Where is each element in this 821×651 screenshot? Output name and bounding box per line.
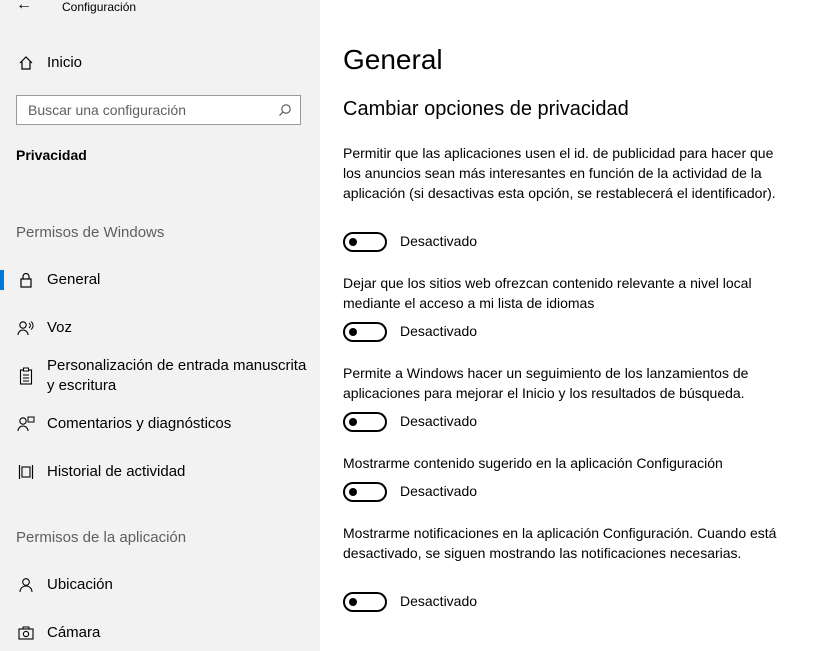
sidebar xyxy=(0,0,320,651)
camera-icon xyxy=(17,624,35,642)
toggle-state-label: Desactivado xyxy=(400,593,478,609)
toggle-knob xyxy=(349,238,357,246)
toggle-knob xyxy=(349,598,357,606)
app-title: Configuración xyxy=(62,0,137,14)
toggle-state-label: Desactivado xyxy=(400,413,478,429)
toggle-knob xyxy=(349,418,357,426)
speech-icon xyxy=(17,319,35,337)
lock-icon xyxy=(17,271,35,289)
home-icon xyxy=(17,54,35,72)
page-title: General xyxy=(343,44,443,75)
sidebar-item-general[interactable] xyxy=(0,270,320,290)
sidebar-item-activity-history[interactable] xyxy=(0,462,320,482)
timeline-icon xyxy=(17,463,35,481)
feedback-person-icon xyxy=(17,415,35,433)
advertising-id-toggle[interactable] xyxy=(343,232,387,252)
settings-notifications-toggle[interactable] xyxy=(343,592,387,612)
setting-description: Dejar que los sitios web ofrezcan contenido relevante a nivel local mediante el acceso a mi lista de idiomas xyxy=(343,275,752,311)
category-heading: Privacidad xyxy=(16,147,87,163)
section-heading-app: Permisos de la aplicación xyxy=(16,529,187,546)
sidebar-item-label: General xyxy=(47,271,101,288)
sidebar-item-label: Voz xyxy=(47,319,73,336)
sidebar-item-inking[interactable] xyxy=(0,356,320,398)
title-bar xyxy=(0,0,320,20)
search-icon xyxy=(278,103,292,117)
section-heading-windows: Permisos de Windows xyxy=(16,224,165,241)
sidebar-item-camera[interactable] xyxy=(0,623,320,643)
sidebar-item-label: Ubicación xyxy=(47,576,113,593)
sidebar-item-label: Inicio xyxy=(47,54,83,71)
toggle-knob xyxy=(349,488,357,496)
sidebar-item-label: Historial de actividad xyxy=(47,463,186,480)
sidebar-item-label: Personalización de entrada manuscrita y escritura xyxy=(47,357,307,394)
language-list-toggle[interactable] xyxy=(343,322,387,342)
sidebar-item-home[interactable] xyxy=(0,53,320,73)
toggle-state-label: Desactivado xyxy=(400,483,478,499)
setting-description: Mostrarme notificaciones en la aplicación Configuración. Cuando está desactivado, se siguen mostrando las notificaciones necesarias. xyxy=(343,525,777,561)
toggle-knob xyxy=(349,328,357,336)
sidebar-item-label: Comentarios y diagnósticos xyxy=(47,415,232,432)
location-person-icon xyxy=(17,576,35,594)
sidebar-item-feedback[interactable] xyxy=(0,414,320,434)
app-launch-tracking-toggle[interactable] xyxy=(343,412,387,432)
section-title: Cambiar opciones de privacidad xyxy=(343,98,629,120)
back-arrow-icon: ← xyxy=(16,0,32,13)
toggle-state-label: Desactivado xyxy=(400,323,478,339)
setting-description: Permitir que las aplicaciones usen el id. de publicidad para hacer que los anuncios sean más interesantes en función de la actividad de la aplicación (si desactivas esta opción, se restablecerá el identificador). xyxy=(343,145,776,201)
clipboard-icon xyxy=(17,367,35,385)
sidebar-item-location[interactable] xyxy=(0,575,320,595)
suggested-content-toggle[interactable] xyxy=(343,482,387,502)
setting-description: Mostrarme contenido sugerido en la aplicación Configuración xyxy=(343,455,723,471)
toggle-state-label: Desactivado xyxy=(400,233,478,249)
sidebar-item-voz[interactable] xyxy=(0,318,320,338)
sidebar-item-label: Cámara xyxy=(47,624,101,641)
search-input[interactable] xyxy=(16,95,301,125)
back-button[interactable] xyxy=(12,0,36,16)
selection-indicator xyxy=(0,270,4,290)
search-placeholder: Buscar una configuración xyxy=(28,102,186,118)
setting-description: Permite a Windows hacer un seguimiento de los lanzamientos de aplicaciones para mejorar el Inicio y los resultados de búsqueda. xyxy=(343,365,749,401)
